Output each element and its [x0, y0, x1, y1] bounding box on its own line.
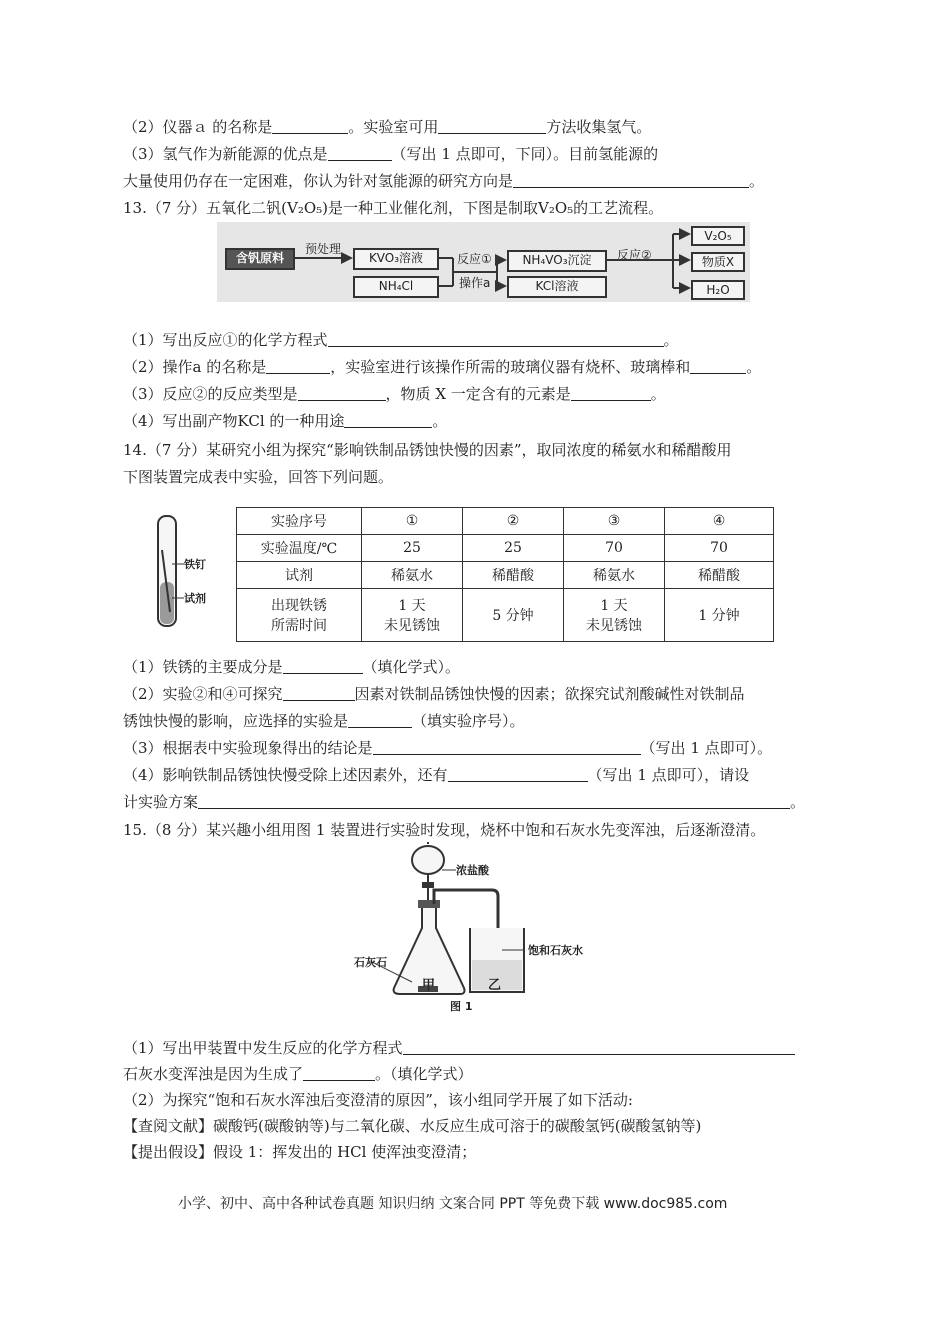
text: 所需时间	[271, 618, 327, 634]
answer-blank[interactable]	[303, 1065, 375, 1081]
flow-reaction2-label: 反应②	[617, 248, 652, 262]
q14-line-6	[123, 792, 805, 812]
q15-line-5: 【提出假设】假设 1：挥发出的 HCl 使浑浊变澄清；	[123, 1143, 477, 1161]
figure-caption: 图 1	[450, 1000, 473, 1013]
q14-title-1: 14.（7 分）某研究小组为探究“影响铁制品锈蚀快慢的因素”，取同浓度的稀氨水和稀醋酸用	[123, 441, 732, 459]
q14-line-2	[123, 684, 745, 704]
answer-blank[interactable]	[348, 712, 412, 728]
cell: ①	[362, 508, 463, 535]
cell	[564, 589, 665, 642]
text: 1 天	[398, 598, 426, 614]
answer-blank[interactable]	[373, 739, 641, 755]
cell: 25	[463, 535, 564, 562]
text: （3）根据表中实验现象得出的结论是	[123, 739, 373, 757]
flow-kcl: KCl溶液	[507, 276, 607, 298]
label-reagent: 试剂	[184, 592, 206, 605]
label-jia: 甲	[422, 978, 436, 993]
cell: 1 分钟	[665, 589, 774, 642]
q14-title-2: 下图装置完成表中实验，回答下列问题。	[123, 468, 394, 486]
cell: 25	[362, 535, 463, 562]
answer-blank[interactable]	[438, 118, 546, 134]
q14-line-1	[123, 657, 460, 677]
process-flow-diagram	[217, 222, 750, 302]
answer-blank[interactable]	[272, 118, 348, 134]
label-limewater: 饱和石灰水	[528, 944, 583, 957]
q15-line-1	[123, 1038, 795, 1058]
text: 未见锈蚀	[384, 618, 440, 634]
text: 。（填化学式）	[375, 1065, 473, 1083]
text: 。	[746, 358, 762, 376]
q13-line-4	[123, 411, 447, 431]
text: （4）写出副产物KCl 的一种用途	[123, 412, 345, 430]
flow-arrows	[217, 222, 750, 302]
q15-line-4: 【查阅文献】碳酸钙(碳酸钠等)与二氧化碳、水反应生成可溶于的碳酸氢钙(碳酸氢钠等)	[123, 1117, 702, 1135]
flow-reaction1-label: 反应①	[457, 252, 492, 266]
label-yi: 乙	[488, 978, 502, 993]
text: 。	[663, 331, 679, 349]
text: （写出 1 点即可），请设	[587, 766, 750, 784]
cell: ④	[665, 508, 774, 535]
q12-line-3	[123, 144, 658, 164]
cell: 70	[564, 535, 665, 562]
flow-kvo3: KVO₃溶液	[353, 248, 439, 270]
cell: 5 分钟	[463, 589, 564, 642]
text: （填实验序号）。	[412, 712, 525, 730]
answer-blank[interactable]	[571, 385, 651, 401]
text: （1）写出反应①的化学方程式	[123, 331, 328, 349]
text: ，实验室进行该操作所需的玻璃仪器有烧杯、玻璃棒和	[330, 358, 691, 376]
answer-blank[interactable]	[283, 658, 363, 674]
cell: 70	[665, 535, 774, 562]
text: （2）操作a 的名称是	[123, 358, 267, 376]
answer-blank[interactable]	[690, 358, 746, 374]
answer-blank[interactable]	[403, 1039, 795, 1055]
cell: 稀氨水	[362, 562, 463, 589]
cell: 稀醋酸	[665, 562, 774, 589]
text: 锈蚀快慢的影响，应选择的实验是	[123, 712, 349, 730]
table-row	[237, 589, 774, 642]
text: （2）仪器ａ 的名称是	[123, 118, 273, 136]
text: （3）氢气作为新能源的优点是	[123, 145, 328, 163]
table-row	[237, 535, 774, 562]
test-tube-drawing	[148, 512, 228, 634]
table-row	[237, 562, 774, 589]
experiment-table	[236, 507, 774, 642]
q15-line-3: （2）为探究“饱和石灰水浑浊后变澄清的原因”，该小组同学开展了如下活动:	[123, 1091, 633, 1109]
answer-blank[interactable]	[448, 766, 588, 782]
text: 1 天	[600, 598, 628, 614]
text: 。	[432, 412, 448, 430]
q15-line-2	[123, 1064, 473, 1084]
q12-line-2	[123, 117, 651, 137]
cell: ②	[463, 508, 564, 535]
table-row	[237, 508, 774, 535]
cell: 稀醋酸	[463, 562, 564, 589]
text: 。	[790, 793, 806, 811]
flow-x: 物质X	[691, 252, 745, 272]
text: （写出 1 点即可）。	[640, 739, 773, 757]
answer-blank[interactable]	[328, 145, 392, 161]
cell: 稀氨水	[564, 562, 665, 589]
answer-blank[interactable]	[283, 685, 355, 701]
cell: ③	[564, 508, 665, 535]
header-no: 实验序号	[237, 508, 362, 535]
text: 大量使用仍存在一定困难，你认为针对氢能源的研究方向是	[123, 172, 514, 190]
answer-blank[interactable]	[344, 412, 432, 428]
text: 计实验方案	[123, 793, 199, 811]
header-temp: 实验温度/℃	[237, 535, 362, 562]
q12-line-4	[123, 171, 764, 191]
text: 出现铁锈	[271, 598, 327, 614]
flow-operation-label: 操作a	[459, 276, 491, 290]
q14-line-4	[123, 738, 772, 758]
text: （4）影响铁制品锈蚀快慢受除上述因素外，还有	[123, 766, 448, 784]
flow-raw-material: 含钒原料	[225, 248, 295, 270]
q15-title: 15.（8 分）某兴趣小组用图 1 装置进行实验时发现，烧杯中饱和石灰水先变浑浊，后逐渐澄清。	[123, 821, 766, 839]
flow-pretreat-label: 预处理	[305, 242, 342, 256]
flow-h2o: H₂O	[691, 280, 745, 300]
answer-blank[interactable]	[513, 172, 749, 188]
text: （写出 1 点即可，下同）。目前氢能源的	[391, 145, 659, 163]
footer-text: 小学、初中、高中各种试卷真题 知识归纳 文案合同 PPT 等免费下载 www.doc985.com	[178, 1196, 728, 1212]
text: 。	[749, 172, 765, 190]
answer-blank[interactable]	[298, 385, 386, 401]
label-limestone: 石灰石	[354, 956, 387, 969]
text: 方法收集氢气。	[546, 118, 652, 136]
text: 未见锈蚀	[586, 618, 642, 634]
q13-title: 13.（7 分）五氧化二钒(V₂O₅)是一种工业催化剂，下图是制取V₂O₅的工艺流程。	[123, 199, 664, 217]
test-tube-figure	[148, 512, 228, 634]
q14-line-3	[123, 711, 525, 731]
header-time	[237, 589, 362, 642]
label-iron-nail: 铁钉	[184, 558, 206, 571]
header-reagent: 试剂	[237, 562, 362, 589]
q13-line-3	[123, 384, 666, 404]
flow-precipitate: NH₄VO₃沉淀	[507, 250, 607, 272]
text: （3）反应②的反应类型是	[123, 385, 298, 403]
text: （填化学式）。	[362, 658, 461, 676]
q13-line-1	[123, 330, 679, 350]
text: 。	[650, 385, 666, 403]
apparatus-figure	[352, 842, 602, 1014]
flow-nh4cl: NH₄Cl	[353, 276, 439, 298]
answer-blank[interactable]	[266, 358, 330, 374]
text: 。实验室可用	[348, 118, 439, 136]
answer-blank[interactable]	[328, 331, 664, 347]
text: （1）铁锈的主要成分是	[123, 658, 283, 676]
flow-v2o5: V₂O₅	[691, 226, 745, 246]
q13-line-2	[123, 357, 761, 377]
text: 因素对铁制品锈蚀快慢的因素；欲探究试剂酸碱性对铁制品	[354, 685, 745, 703]
text: 石灰水变浑浊是因为生成了	[123, 1065, 304, 1083]
q14-line-5	[123, 765, 749, 785]
answer-blank[interactable]	[198, 793, 790, 809]
label-conc-hcl: 浓盐酸	[456, 864, 489, 877]
cell	[362, 589, 463, 642]
text: （1）写出甲装置中发生反应的化学方程式	[123, 1039, 403, 1057]
text: ，物质 X 一定含有的元素是	[385, 385, 571, 403]
text: （2）实验②和④可探究	[123, 685, 283, 703]
